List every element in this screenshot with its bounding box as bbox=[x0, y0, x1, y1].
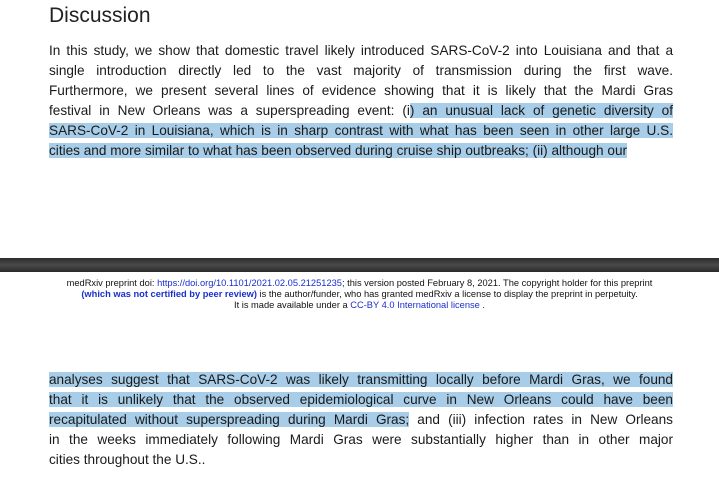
text-run: In this study, we show that domestic travel likely introduced SARS-CoV-2 into Louisiana and that a bbox=[49, 43, 673, 58]
banner-text: is the author/funder, who has granted medRxiv a license to display the preprint in perpetuity. bbox=[256, 289, 638, 299]
preprint-banner-line bbox=[0, 300, 719, 310]
preprint-banner-line bbox=[0, 278, 719, 288]
paragraph-line bbox=[49, 370, 673, 390]
highlighted-text[interactable]: SARS-CoV-2 in Louisiana, which is in sharp contrast with what has been seen in other large U.S. bbox=[49, 123, 673, 138]
license-link[interactable]: CC-BY 4.0 International license bbox=[350, 300, 480, 310]
text-run: and (iii) infection rates in New Orleans bbox=[409, 412, 673, 427]
paragraph-line bbox=[49, 430, 673, 450]
paragraph-line bbox=[49, 450, 673, 470]
highlighted-text[interactable]: analyses suggest that SARS-CoV-2 was likely transmitting locally before Mardi Gras, we found bbox=[49, 372, 673, 387]
highlighted-text[interactable]: recapitulated without superspreading during Mardi Gras; bbox=[49, 412, 410, 427]
paragraph-line bbox=[49, 141, 673, 161]
highlighted-text[interactable]: cities and more similar to what has been observed during cruise ship outbreaks; (ii) although our bbox=[49, 143, 628, 158]
paragraph-line bbox=[49, 41, 673, 61]
section-heading: Discussion bbox=[49, 4, 151, 27]
page-bottom bbox=[0, 272, 719, 482]
paragraph-line bbox=[49, 61, 673, 81]
highlighted-text[interactable]: ) an unusual lack of genetic diversity of bbox=[409, 103, 673, 118]
paragraph-line bbox=[49, 81, 673, 101]
doi-link[interactable]: https://doi.org/10.1101/2021.02.05.21251235 bbox=[157, 278, 342, 288]
text-run: festival in New Orleans was a superspreading event: (i bbox=[49, 103, 410, 118]
text-run: cities throughout the U.S.. bbox=[49, 452, 206, 467]
paragraph-line bbox=[49, 390, 673, 410]
banner-text: It is made available under a bbox=[234, 300, 351, 310]
banner-text: . bbox=[479, 300, 485, 310]
text-run: in the weeks immediately following Mardi Gras were substantially higher than in other major bbox=[49, 432, 673, 447]
text-run: single introduction directly led to the vast majority of transmission during the first wave. bbox=[49, 63, 673, 78]
page-separator bbox=[0, 258, 719, 272]
text-run: Furthermore, we present several lines of evidence showing that it is likely that the Mardi Gras bbox=[49, 83, 673, 98]
peer-review-notice: (which was not certified by peer review) bbox=[81, 289, 257, 299]
paragraph-line bbox=[49, 101, 673, 121]
highlighted-text[interactable]: that it is unlikely that the observed epidemiological curve in New Orleans could have been bbox=[49, 392, 673, 407]
paragraph-line bbox=[49, 410, 673, 430]
banner-text: medRxiv preprint doi: bbox=[66, 278, 158, 288]
banner-text: ; this version posted February 8, 2021. The copyright holder for this preprint bbox=[341, 278, 653, 288]
paragraph-line bbox=[49, 121, 673, 141]
preprint-banner-line bbox=[0, 289, 719, 299]
